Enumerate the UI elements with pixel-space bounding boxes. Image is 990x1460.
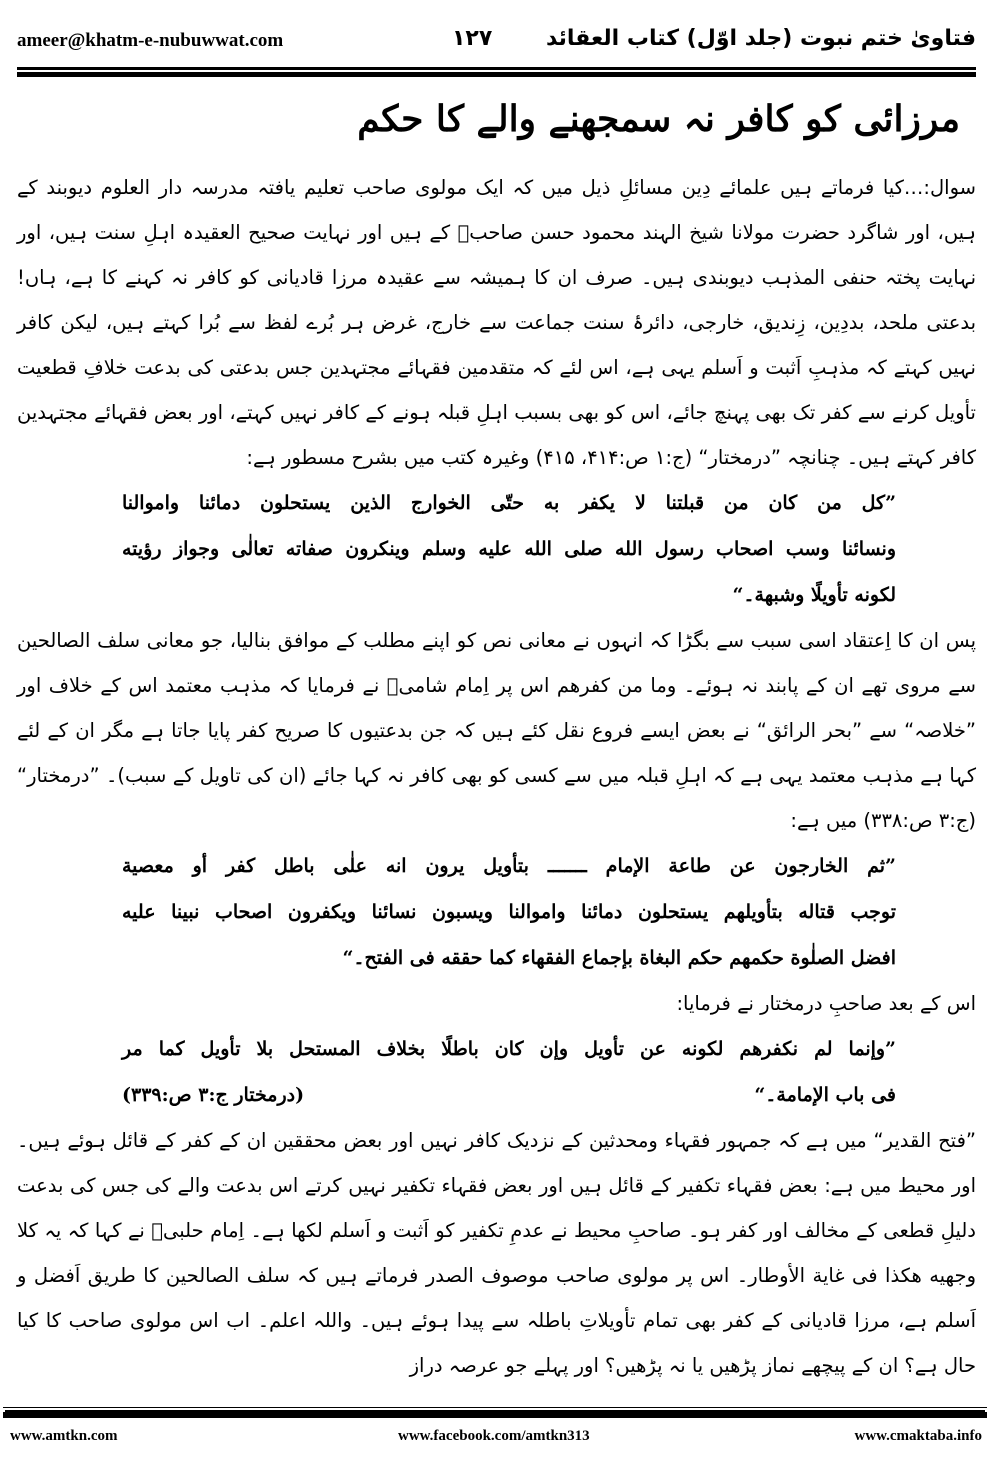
- header-email[interactable]: ameer@khatm-e-nubuwwat.com: [17, 30, 284, 51]
- quote-line: ”وإنما لم نکفرهم لکونه عن تأویل وإن کان باطلًا بخلاف المستحل بلا تأویل کما مر: [122, 1038, 896, 1060]
- quote-line: ونسائنا وسب اصحاب رسول الله صلی الله علیه وسلم وینکرون صفاته تعالٰی وجواز رؤیته: [122, 538, 896, 560]
- continuation-paragraph: ”فتح القدیر“ میں ہے کہ جمہور فقہاء ومحدثین کے نزدیک کافر نہیں اور بعض محققین ان کے کفر کے قائل ہوئے ہیں۔ اور محیط میں ہے: بعض فقہاء تکفیر کے قائل ہیں اور بعض فقہاء تکفیر نہیں کرتے اس بدعت والے کی جس کی بدعت دلیلِ قطعی کے مخالف اور کفر ہو۔ صاحبِ محیط نے عدمِ تکفیر کو اَثبت و اَسلم لکھا ہے۔ اِمام حلبیؒ نے کہا کہ یہ کلا وجهیه هکذا فی غایة الأوطار۔ اس پر مولوی صاحب موصوف الصدر فرماتے ہیں کہ سلف الصالحین کا طریق اَفضل و اَسلم ہے، مرزا قادیانی کے کفر بھی تمام تأویلاتِ باطلہ سے پیدا ہوئے ہیں۔ واللہ اعلم۔ اب اس مولوی صاحب کا کیا حال ہے؟ ان کے پیچھے نماز پڑھیں یا نہ پڑھیں؟ اور پہلے جو عرصہ دراز: [17, 1129, 976, 1377]
- footer-link-facebook[interactable]: www.facebook.com/amtkn313: [398, 1428, 590, 1444]
- question-paragraph: سوال:…کیا فرماتے ہیں علمائے دِین مسائلِ ذیل میں کہ ایک مولوی صاحب تعلیم یافتہ مدرسہ دار العلوم دیوبند کے ہیں، اور شاگرد حضرت مولانا شیخ الہند محمود حسن صاحبؒ کے ہیں اور نہایت صحیح العقیدہ اہلِ سنت ہیں، اور نہایت پختہ حنفی المذہب دیوبندی ہیں۔ صرف ان کا ہمیشہ سے عقیدہ مرزا قادیانی کو کافر نہ کہنے کا ہے، ہاں! بدعتی ملحد، بددِین، زِندیق، خارجی، دائرۂ سنت جماعت سے خارج، غرض ہر بُرے لفظ سے بُرا کہتے ہیں، لیکن کافر نہیں کہتے کہ مذہبِ اَثبت و اَسلم یہی ہے، اس لئے کہ متقدمین فقہائے مجتہدین جس بدعتی کی بدعت خلافِ قطعیت تأویل کرنے سے کفر تک بھی پہنچ جائے، اس کو بھی بسبب اہلِ قبلہ ہونے کے کافر نہیں کہتے، اور بعض فقہائے مجتہدین کافر کہتے ہیں۔ چنانچہ ”درمختار“ (ج:۱ ص:۴۱۴، ۴۱۵) وغیرہ کتب میں بشرح مسطور ہے:: [17, 176, 976, 469]
- footer-divider: [3, 1412, 987, 1418]
- arabic-quote-2: [17, 843, 976, 981]
- quote-line: ”کل من کان من قبلتنا لا یکفر به حتّی الخوارج الذین یستحلون دمائنا واموالنا: [122, 492, 896, 514]
- quote-line: ”ثم الخارجون عن طاعة الإمام ـــــــ بتأویل یرون انه علٰی باطل کفر أو معصیة: [122, 855, 896, 877]
- arabic-quote-3: [17, 1026, 976, 1118]
- page-header: [17, 26, 976, 52]
- page-footer: [10, 1428, 982, 1450]
- quote-line: افضل الصلٰوة حکمهم حکم البغاة بإجماع الفقهاء کما حققه فی الفتح۔“: [342, 947, 896, 969]
- chapter-title: مرزائی کو کافر نہ سمجھنے والے کا حکم: [357, 98, 960, 140]
- page-body: [17, 165, 976, 1388]
- quote-line: توجب قتاله بتأویلهم یستحلون دمائنا واموالنا ویسبون نسائنا ویکفرون اصحاب نبینا علیه: [122, 901, 896, 923]
- arabic-quote-1: [17, 480, 976, 618]
- book-title: فتاویٰ ختم نبوت (جلد اوّل) کتاب العقائد: [545, 26, 976, 51]
- quote-line: فی باب الإمامة۔“: [754, 1084, 896, 1106]
- explanation-paragraph: پس ان کا اِعتقاد اسی سبب سے بگڑا کہ انہوں نے معانی نص کو اپنے مطلب کے موافق بنالیا، جو معانی سلف الصالحین سے مروی تھے ان کے پابند نہ ہوئے۔ وما من کفرهم اس پر اِمام شامیؒ نے فرمایا کہ مذہب معتمد اس کے خلاف اور ”خلاصہ“ سے ”بحر الرائق“ نے بعض ایسے فروع نقل کئے ہیں کہ جن بدعتیوں کا صریح کفر پایا جاتا ہے مگر ان کے لئے کہا ہے مذہب معتمد یہی ہے کہ اہلِ قبلہ میں سے کسی کو بھی کافر نہ کہا جائے (ان کی تاویل کے سبب)۔ ”درمختار“ (ج:۳ ص:۳۳۸) میں ہے:: [17, 629, 976, 832]
- transition-paragraph: اس کے بعد صاحبِ درمختار نے فرمایا:: [676, 992, 976, 1015]
- footer-link-amtkn[interactable]: www.amtkn.com: [10, 1428, 118, 1444]
- quote-line: لکونه تأویلًا وشبهة۔“: [732, 584, 896, 606]
- quote-citation: (درمختار ج:۳ ص:۳۳۹): [122, 1084, 305, 1106]
- footer-link-cmaktaba[interactable]: www.cmaktaba.info: [854, 1428, 982, 1444]
- header-divider: [17, 67, 976, 72]
- page-number: ۱۲۷: [452, 26, 493, 51]
- quote-final-row: [122, 1072, 896, 1118]
